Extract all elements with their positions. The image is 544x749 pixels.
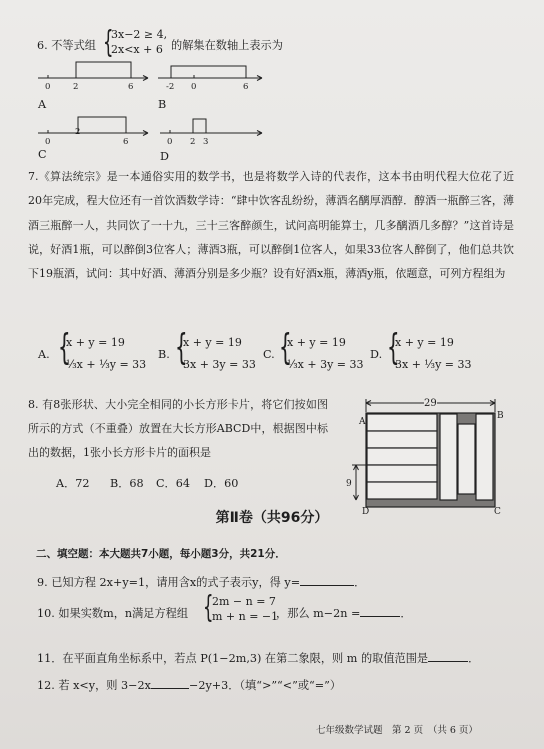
vertex-b: B bbox=[497, 411, 504, 421]
q7-option-label: A. bbox=[38, 348, 50, 361]
q6-suffix: 的解集在数轴上表示为 bbox=[171, 39, 283, 52]
q7-eq1: x + y = 19 bbox=[287, 336, 346, 349]
q10-end: ． bbox=[400, 607, 412, 620]
tick-b-6: 6 bbox=[243, 82, 249, 92]
q12-mid: −2y+3．（填“>”“<”或“=”） bbox=[188, 679, 342, 692]
q12-text: 12. 若 x<y，则 3−2x bbox=[37, 679, 151, 692]
q10-eq2: m + n = −1 bbox=[212, 610, 279, 623]
q11-end: ． bbox=[468, 652, 480, 665]
q6-eq1: 3x−2 ≥ 4, bbox=[111, 28, 168, 41]
brace: { bbox=[175, 327, 188, 368]
option-a-label: A bbox=[38, 98, 47, 111]
option-c-label: C bbox=[38, 148, 47, 161]
q7-eq1: x + y = 19 bbox=[395, 336, 454, 349]
q8-text: 8. 有8张形状、大小完全相同的小长方形卡片，将它们按如图所示的方式（不重叠）放置在大长方形ABCD中，根据图中标出的数据，1张小长方形卡片的面积是 bbox=[28, 398, 328, 459]
q10-answer-blank[interactable] bbox=[360, 616, 400, 617]
q7-eq2: ⅓x + ⅓y = 33 bbox=[66, 358, 147, 371]
q7-eq1: x + y = 19 bbox=[183, 336, 242, 349]
section2-header: 二、填空题：本大题共7小题，每小题3分，共21分． bbox=[36, 548, 286, 560]
brace: { bbox=[387, 327, 400, 368]
q10-tail bbox=[276, 607, 412, 621]
vertex-d: D bbox=[362, 507, 370, 517]
q7-option-label: B. bbox=[158, 348, 170, 361]
small-cards bbox=[367, 414, 493, 500]
q8-option-c: C．64 bbox=[156, 477, 190, 490]
q9-line bbox=[37, 576, 365, 590]
q10-suffix: ，那么 m−2n = bbox=[276, 607, 361, 620]
q11-line bbox=[37, 652, 479, 666]
q10-prefix: 10. 如果实数m，n满足方程组 bbox=[37, 607, 189, 620]
tick-d-0: 0 bbox=[167, 137, 173, 147]
q6-prefix: 6. 不等式组 bbox=[37, 39, 96, 52]
q10-system bbox=[212, 594, 278, 624]
q10-eq1: 2m − n = 7 bbox=[212, 595, 276, 608]
q7-eq2: 3x + ⅓y = 33 bbox=[395, 358, 472, 371]
tick-a-2: 2 bbox=[73, 82, 79, 92]
q8-option-b: B．68 bbox=[110, 477, 144, 490]
q12-line bbox=[37, 679, 341, 693]
tick-d-3: 3 bbox=[203, 137, 209, 147]
tick-c-6: 6 bbox=[123, 137, 129, 147]
tick-c-2: 2 bbox=[75, 127, 81, 137]
q9-text: 9. 已知方程 2x+y=1，请用含x的式子表示y，得 y= bbox=[37, 576, 301, 589]
tick-b-0: 0 bbox=[191, 82, 197, 92]
q11-answer-blank[interactable] bbox=[428, 661, 468, 662]
brace: { bbox=[58, 327, 71, 368]
vertex-c: C bbox=[494, 507, 501, 517]
section-title: 第Ⅱ卷（共96分） bbox=[215, 510, 329, 526]
q7-eq2: 3x + 3y = 33 bbox=[183, 358, 256, 371]
width-label: 29 bbox=[424, 398, 437, 409]
brace: { bbox=[279, 327, 292, 368]
tick-b-neg2: -2 bbox=[166, 82, 175, 92]
q7-text: 7.《算法统宗》是一本通俗实用的数学书，也是将数学入诗的代表作，这本书由明代程大位花了近20年完成，程大位还有一首饮酒数学诗：“肆中饮客乱纷纷，薄酒名醨厚酒醇．醇酒一瓶醉三客，薄酒三瓶醉一人，共同饮了一十九，三十三客醉颜生，试问高明能算士，几多醨酒几多醇？”这首诗是说，好酒1瓶，可以醉倒3位客人；薄酒3瓶，可以醉倒1位客人，如果33位客人醉倒了，他们总共饮下19瓶酒，试问：其中好酒、薄酒分别是多少瓶？设有好酒x瓶，薄酒y瓶，依题意，可列方程组为 bbox=[28, 170, 514, 281]
tick-c-0: 0 bbox=[45, 137, 51, 147]
option-d-label: D bbox=[160, 150, 169, 163]
tick-a-0: 0 bbox=[45, 82, 51, 92]
q6-brace: { bbox=[103, 25, 114, 60]
q6-eq2: 2x<x + 6 bbox=[111, 43, 163, 56]
q8-option-a: A．72 bbox=[56, 477, 90, 490]
q10-brace: { bbox=[203, 590, 214, 625]
height-label: 9 bbox=[346, 479, 352, 489]
page-footer: 七年级数学试题 第 2 页 （共 6 页） bbox=[316, 725, 478, 736]
tick-d-2: 2 bbox=[190, 137, 196, 147]
tick-a-6: 6 bbox=[128, 82, 134, 92]
q7-eq1: x + y = 19 bbox=[66, 336, 125, 349]
q9-end: ． bbox=[354, 576, 366, 589]
q7-option-label: D. bbox=[370, 348, 383, 361]
option-b-label: B bbox=[158, 98, 167, 111]
q7-option-label: C. bbox=[263, 348, 275, 361]
q8-option-d: D．60 bbox=[204, 477, 239, 490]
q9-answer-blank[interactable] bbox=[300, 585, 354, 586]
vertex-a: A bbox=[359, 417, 366, 427]
q7-eq2: ⅓x + 3y = 33 bbox=[287, 358, 364, 371]
q12-answer-blank[interactable] bbox=[151, 688, 189, 689]
q11-text: 11．在平面直角坐标系中，若点 P(1−2m,3) 在第二象限，则 m 的取值范围是 bbox=[37, 652, 429, 665]
